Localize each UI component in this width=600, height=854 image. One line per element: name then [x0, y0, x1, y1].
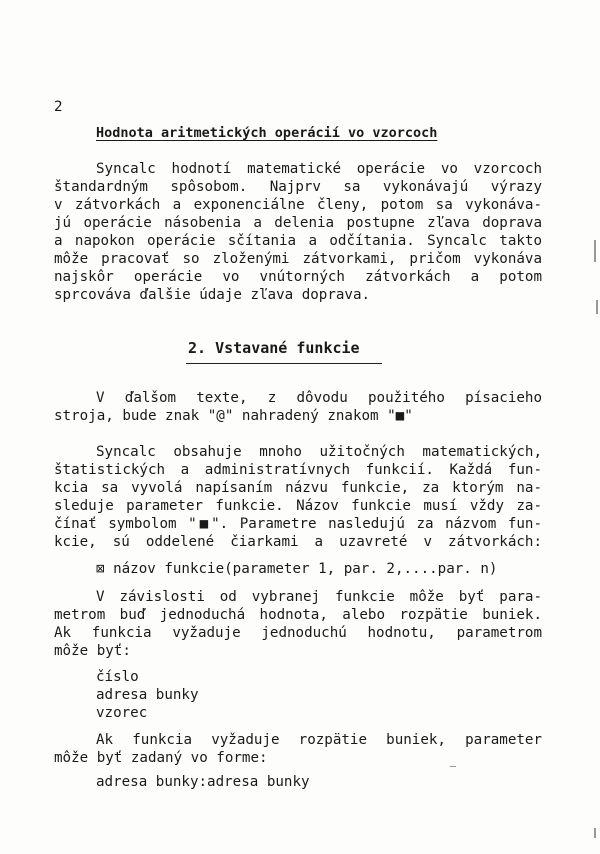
heading-underline [186, 363, 382, 364]
scan-mark [594, 240, 596, 262]
section-heading-builtin-functions: 2. Vstavané funkcie [188, 339, 360, 357]
para1-line-2: štandardným spôsobom. Najprv sa vykonávajú výrazy [54, 179, 542, 195]
scan-mark [596, 300, 598, 314]
range-form-example: adresa bunky:adresa bunky [96, 774, 310, 790]
para1-line-6: môže pracovať so zloženými zátvorkami, pričom vykonáva [54, 251, 542, 267]
list-item-cell-address: adresa bunky [96, 687, 199, 703]
list-item-formula: vzorec [96, 705, 148, 721]
list-item-number: číslo [96, 669, 139, 685]
page-number: 2 [54, 99, 63, 115]
para4-line-2: metrom buď jednoduchá hodnota, alebo rozpätie buniek. [54, 607, 542, 623]
para4-line-1: V závislosti od vybranej funkcie môže byť para- [96, 589, 542, 605]
para4-line-3: Ak funkcia vyžaduje jednoduchú hodnotu, parametrom [54, 625, 542, 641]
para3-line-1: Syncalc obsahuje mnoho užitočných matematických, [96, 444, 542, 460]
para3-line-3: kcia sa vyvolá napísaním názvu funkcie, za ktorým na- [54, 480, 542, 496]
para5-line-1: Ak funkcia vyžaduje rozpätie buniek, parameter [96, 732, 542, 748]
para5-line-2: môže byť zadaný vo forme: [54, 750, 268, 766]
para1-line-5: a napokon operácie sčítania a odčítania. Syncalc takto [54, 233, 542, 249]
para3-line-4: sleduje parameter funkcie. Názov funkcie musí vždy za- [54, 498, 542, 514]
para1-line-7: najskôr operácie vo vnútorných zátvorkách a potom [54, 269, 542, 285]
function-syntax: ⊠ názov funkcie(parameter 1, par. 2,....par. n) [96, 561, 498, 577]
para3-line-5: čínať symbolom "■". Parametre nasledujú za názvom fun- [54, 516, 542, 532]
para1-line-1: Syncalc hodnotí matematické operácie vo vzorcoch [96, 161, 542, 177]
para1-line-4: jú operácie násobenia a delenia postupne zľava doprava [54, 215, 542, 231]
para2-line-2: stroja, bude znak "@" nahradený znakom "■" [54, 408, 413, 424]
para3-line-6: kcie, sú oddelené čiarkami a uzavreté v zátvorkách: [54, 534, 542, 550]
para4-line-4: môže byť: [54, 643, 131, 659]
para2-line-1: V ďalšom texte, z dôvodu použitého písacieho [96, 390, 542, 406]
para3-line-2: štatistických a administratívnych funkcií. Každá fun- [54, 462, 542, 478]
scan-mark [594, 828, 596, 838]
section-heading-arithmetic: Hodnota aritmetických operácií vo vzorcoch [96, 125, 438, 141]
para1-line-8: sprcováva ďalšie údaje zľava doprava. [54, 287, 371, 303]
scan-mark [450, 766, 456, 767]
para1-line-3: v zátvorkách a exponenciálne členy, potom sa vykonáva- [54, 197, 542, 213]
